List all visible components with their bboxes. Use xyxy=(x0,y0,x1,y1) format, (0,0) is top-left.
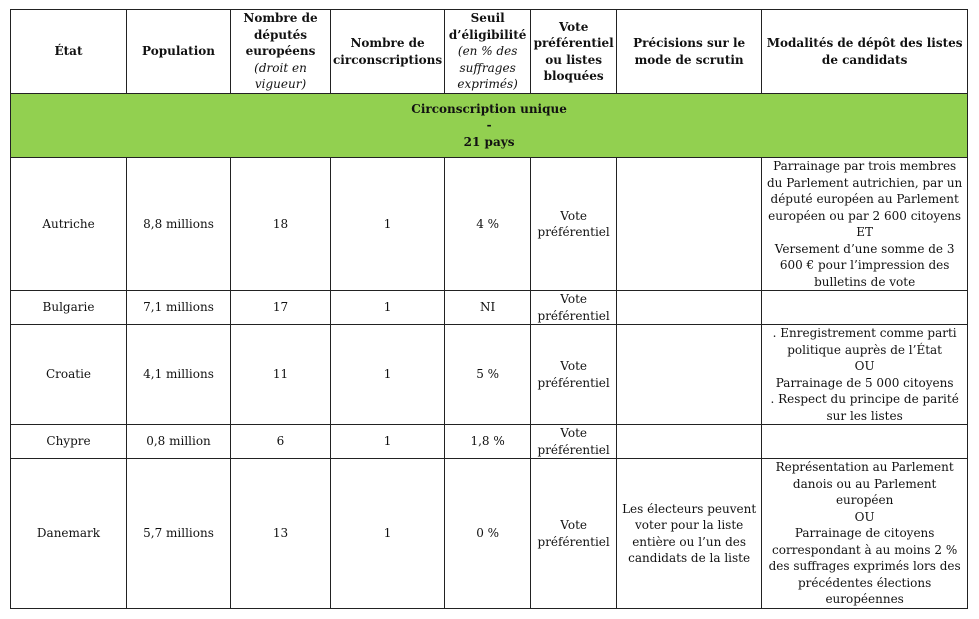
header-row xyxy=(11,10,968,94)
modality-line: . Respect du principe de parité sur les listes xyxy=(770,392,959,423)
cell-precision xyxy=(617,425,762,459)
electoral-systems-table xyxy=(10,9,968,609)
cell-precision xyxy=(617,158,762,291)
modality-line: Parrainage de 5 000 citoyens xyxy=(775,375,954,390)
cell-circumscriptions: 1 xyxy=(331,291,445,325)
cell-threshold: 1,8 % xyxy=(445,425,531,459)
modality-line: Parrainage par trois membres du Parlement autrichien, par un député européen au Parlement européen ou par 2 600 citoyens xyxy=(766,159,963,223)
header-circumscriptions: Nombre de circonscriptions xyxy=(331,10,445,94)
cell-modalities xyxy=(762,325,968,425)
modality-line: . Enregistrement comme parti politique auprès de l’État xyxy=(772,326,957,357)
header-state: État xyxy=(11,10,127,94)
cell-deputies: 11 xyxy=(231,325,331,425)
cell-state: Autriche xyxy=(11,158,127,291)
band-separator: - xyxy=(486,118,492,133)
band-count: 21 pays xyxy=(463,134,515,149)
header-deputies xyxy=(231,10,331,94)
modality-line: Représentation au Parlement danois ou au Parlement européen xyxy=(775,460,954,508)
header-modalities: Modalités de dépôt des listes de candidats xyxy=(762,10,968,94)
header-precision: Précisions sur le mode de scrutin xyxy=(617,10,762,94)
section-band xyxy=(11,94,968,158)
cell-threshold: 0 % xyxy=(445,459,531,609)
cell-modalities xyxy=(762,291,968,325)
modality-line: Versement d’une somme de 3 600 € pour l’impression des bulletins de vote xyxy=(774,241,955,289)
cell-circumscriptions: 1 xyxy=(331,459,445,609)
cell-state: Bulgarie xyxy=(11,291,127,325)
cell-deputies: 13 xyxy=(231,459,331,609)
header-deputies-label: Nombre de députés européens xyxy=(243,11,318,59)
cell-vote: Vote préférentiel xyxy=(531,158,617,291)
header-population: Population xyxy=(127,10,231,94)
cell-threshold: 4 % xyxy=(445,158,531,291)
cell-population: 4,1 millions xyxy=(127,325,231,425)
cell-threshold: NI xyxy=(445,291,531,325)
cell-population: 8,8 millions xyxy=(127,158,231,291)
cell-precision xyxy=(617,291,762,325)
cell-state: Chypre xyxy=(11,425,127,459)
cell-modalities xyxy=(762,158,968,291)
table-row xyxy=(11,459,968,609)
table-row xyxy=(11,425,968,459)
cell-precision xyxy=(617,325,762,425)
cell-state: Danemark xyxy=(11,459,127,609)
section-band-row xyxy=(11,94,968,158)
cell-deputies: 17 xyxy=(231,291,331,325)
header-deputies-note: (droit en vigueur) xyxy=(254,60,307,92)
cell-threshold: 5 % xyxy=(445,325,531,425)
modality-line: OU xyxy=(854,509,875,524)
header-threshold-note: (en % des suffrages exprimés) xyxy=(457,44,518,92)
cell-vote: Vote préférentiel xyxy=(531,425,617,459)
cell-modalities xyxy=(762,425,968,459)
cell-circumscriptions: 1 xyxy=(331,325,445,425)
cell-vote: Vote préférentiel xyxy=(531,325,617,425)
table-row xyxy=(11,291,968,325)
cell-circumscriptions: 1 xyxy=(331,425,445,459)
cell-population: 0,8 million xyxy=(127,425,231,459)
cell-vote: Vote préférentiel xyxy=(531,459,617,609)
cell-population: 7,1 millions xyxy=(127,291,231,325)
cell-state: Croatie xyxy=(11,325,127,425)
modality-line: Parrainage de citoyens correspondant à au moins 2 % des suffrages exprimés lors des précédentes élections européennes xyxy=(768,526,961,607)
header-vote: Vote préférentiel ou listes bloquées xyxy=(531,10,617,94)
cell-precision: Les électeurs peuvent voter pour la liste entière ou l’un des candidats de la liste xyxy=(617,459,762,609)
cell-deputies: 6 xyxy=(231,425,331,459)
cell-deputies: 18 xyxy=(231,158,331,291)
cell-modalities xyxy=(762,459,968,609)
cell-circumscriptions: 1 xyxy=(331,158,445,291)
header-threshold xyxy=(445,10,531,94)
band-title: Circonscription unique xyxy=(411,101,567,116)
cell-vote: Vote préférentiel xyxy=(531,291,617,325)
cell-population: 5,7 millions xyxy=(127,459,231,609)
modality-line: OU xyxy=(854,359,875,373)
modality-line: ET xyxy=(856,225,874,239)
header-threshold-label: Seuil d’éligibilité xyxy=(448,11,527,42)
table-row xyxy=(11,325,968,425)
table-row xyxy=(11,158,968,291)
